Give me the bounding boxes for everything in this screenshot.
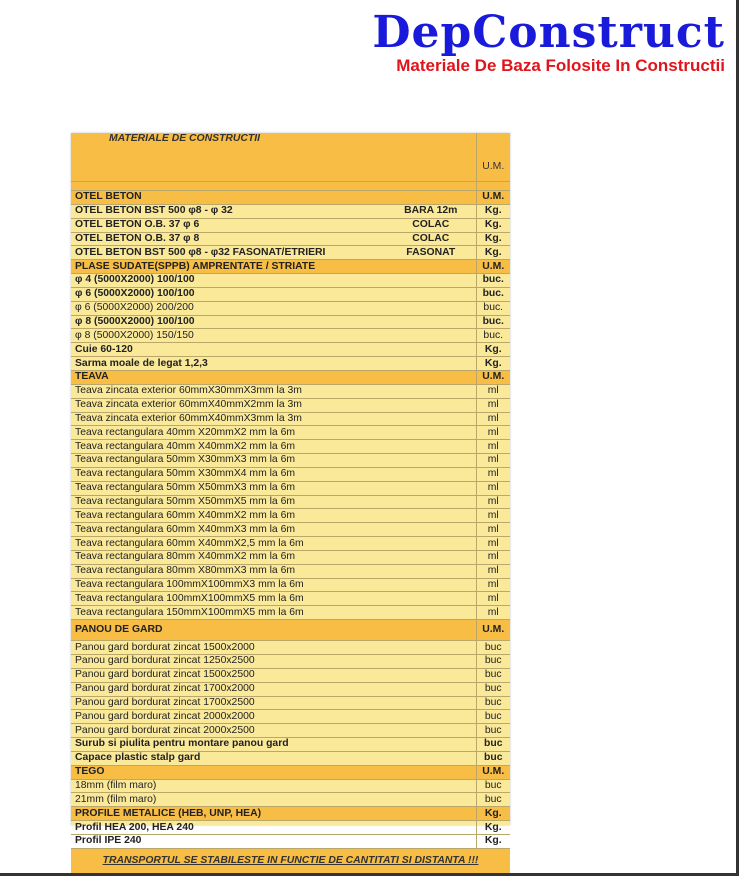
item-detail	[386, 550, 476, 564]
item-detail	[386, 343, 476, 357]
item-um: buc	[476, 696, 510, 710]
item-detail	[386, 682, 476, 696]
table-row	[71, 738, 510, 752]
item-name: Teava rectangulara 50mm X50mmX5 mm la 6m	[71, 495, 386, 509]
item-name: Panou gard bordurat zincat 1500x2500	[71, 668, 386, 682]
item-detail	[386, 738, 476, 752]
item-detail	[386, 668, 476, 682]
table-row	[71, 467, 510, 481]
table-row	[71, 710, 510, 724]
item-um: Kg.	[476, 232, 510, 246]
item-um: ml	[476, 426, 510, 440]
item-um: buc.	[476, 301, 510, 315]
table-row	[71, 343, 510, 357]
item-um: ml	[476, 398, 510, 412]
item-detail	[386, 821, 476, 835]
item-um: buc	[476, 724, 510, 738]
item-um: buc	[476, 710, 510, 724]
section-header: PANOU DE GARD	[71, 620, 476, 641]
item-detail	[386, 655, 476, 669]
table-row	[71, 724, 510, 738]
item-detail	[386, 426, 476, 440]
section-header-row	[71, 807, 510, 821]
item-um: ml	[476, 384, 510, 398]
table-row	[71, 357, 510, 371]
table-row	[71, 440, 510, 454]
item-um: ml	[476, 412, 510, 426]
item-name: OTEL BETON O.B. 37 φ 6	[71, 218, 386, 232]
table-row	[71, 412, 510, 426]
table-row	[71, 232, 510, 246]
item-detail	[386, 315, 476, 329]
table-row	[71, 834, 510, 848]
section-header-row	[71, 191, 510, 205]
table-row	[71, 578, 510, 592]
table-row	[71, 682, 510, 696]
brand-tagline: Materiale De Baza Folosite In Constructii	[396, 56, 725, 75]
table-row	[71, 454, 510, 468]
item-detail	[386, 495, 476, 509]
section-header: PLASE SUDATE(SPPB) AMPRENTATE / STRIATE	[71, 260, 476, 274]
item-um: buc.	[476, 329, 510, 343]
item-name: Teava rectangulara 100mmX100mmX3 mm la 6m	[71, 578, 386, 592]
item-um: ml	[476, 467, 510, 481]
section-header: TEGO	[71, 765, 476, 779]
item-um: Kg.	[476, 834, 510, 848]
item-name: Sarma moale de legat 1,2,3	[71, 357, 386, 371]
item-name: Teava rectangulara 80mm X80mmX3 mm la 6m	[71, 564, 386, 578]
item-um: Kg.	[476, 218, 510, 232]
table-row	[71, 655, 510, 669]
item-um: buc	[476, 738, 510, 752]
item-detail	[386, 696, 476, 710]
item-name: φ 4 (5000X2000) 100/100	[71, 274, 386, 288]
item-name: Teava rectangulara 100mmX100mmX5 mm la 6m	[71, 592, 386, 606]
item-name: Teava rectangulara 60mm X40mmX2 mm la 6m	[71, 509, 386, 523]
section-header-um: Kg.	[476, 807, 510, 821]
item-name: Teava zincata exterior 60mmX30mmX3mm la 3m	[71, 384, 386, 398]
brand-logo	[372, 8, 725, 58]
item-detail	[386, 509, 476, 523]
price-list-sheet	[71, 133, 510, 866]
item-detail	[386, 578, 476, 592]
item-um: Kg.	[476, 246, 510, 260]
item-detail	[386, 440, 476, 454]
item-detail	[386, 834, 476, 848]
table-row	[71, 204, 510, 218]
item-um: ml	[476, 606, 510, 620]
table-row	[71, 426, 510, 440]
table-row	[71, 509, 510, 523]
item-um: ml	[476, 537, 510, 551]
item-um: ml	[476, 592, 510, 606]
table-row	[71, 696, 510, 710]
item-um: ml	[476, 481, 510, 495]
item-detail	[386, 592, 476, 606]
item-um: Kg.	[476, 821, 510, 835]
table-title: MATERIALE DE CONSTRUCTII	[71, 133, 476, 182]
section-header-um: U.M.	[476, 260, 510, 274]
table-row	[71, 668, 510, 682]
table-row	[71, 315, 510, 329]
table-row	[71, 550, 510, 564]
item-um: ml	[476, 509, 510, 523]
item-detail	[386, 384, 476, 398]
item-detail	[386, 454, 476, 468]
section-header-um: U.M.	[476, 191, 510, 205]
item-um: Kg.	[476, 357, 510, 371]
table-row	[71, 329, 510, 343]
item-detail	[386, 751, 476, 765]
item-detail: COLAC	[386, 218, 476, 232]
table-row	[71, 274, 510, 288]
table-row	[71, 218, 510, 232]
item-name: Profil IPE 240	[71, 834, 386, 848]
item-um: buc	[476, 655, 510, 669]
item-name: Capace plastic stalp gard	[71, 751, 386, 765]
item-detail	[386, 412, 476, 426]
item-um: ml	[476, 454, 510, 468]
brand-header	[372, 8, 725, 76]
item-um: ml	[476, 550, 510, 564]
table-row	[71, 821, 510, 835]
materials-table	[71, 133, 510, 873]
item-detail	[386, 398, 476, 412]
table-row	[71, 523, 510, 537]
item-detail: BARA 12m	[386, 204, 476, 218]
item-name: 21mm (film maro)	[71, 793, 386, 807]
item-detail	[386, 481, 476, 495]
item-detail: COLAC	[386, 232, 476, 246]
table-row	[71, 481, 510, 495]
table-row	[71, 246, 510, 260]
item-name: Panou gard bordurat zincat 1700x2500	[71, 696, 386, 710]
item-name: Teava rectangulara 50mm X30mmX3 mm la 6m	[71, 454, 386, 468]
item-name: 18mm (film maro)	[71, 779, 386, 793]
table-row	[71, 398, 510, 412]
item-um: buc	[476, 641, 510, 655]
table-row	[71, 606, 510, 620]
section-header-um: U.M.	[476, 765, 510, 779]
item-detail	[386, 641, 476, 655]
item-um: Kg.	[476, 204, 510, 218]
table-title-um: U.M.	[476, 133, 510, 182]
item-name: Teava rectangulara 80mm X40mmX2 mm la 6m	[71, 550, 386, 564]
transport-note: TRANSPORTUL SE STABILESTE IN FUNCTIE DE CANTITATI SI DISTANTA !!!	[71, 848, 510, 873]
table-row	[71, 384, 510, 398]
section-header: PROFILE METALICE (HEB, UNP, HEA)	[71, 807, 476, 821]
table-row	[71, 537, 510, 551]
table-row	[71, 793, 510, 807]
section-header-um: U.M.	[476, 620, 510, 641]
item-name: Panou gard bordurat zincat 2000x2000	[71, 710, 386, 724]
section-header: TEAVA	[71, 370, 476, 384]
table-row	[71, 779, 510, 793]
item-detail: FASONAT	[386, 246, 476, 260]
item-name: Teava rectangulara 60mm X40mmX2,5 mm la 6m	[71, 537, 386, 551]
item-name: Cuie 60-120	[71, 343, 386, 357]
footer-row	[71, 848, 510, 873]
item-name: Panou gard bordurat zincat 1700x2000	[71, 682, 386, 696]
section-header-row	[71, 260, 510, 274]
item-name: Teava rectangulara 40mm X20mmX2 mm la 6m	[71, 426, 386, 440]
item-um: buc.	[476, 274, 510, 288]
item-detail	[386, 606, 476, 620]
section-header-row	[71, 620, 510, 641]
item-detail	[386, 779, 476, 793]
item-name: Teava rectangulara 40mm X40mmX2 mm la 6m	[71, 440, 386, 454]
table-row	[71, 564, 510, 578]
item-detail	[386, 793, 476, 807]
item-name: Panou gard bordurat zincat 2000x2500	[71, 724, 386, 738]
item-um: buc	[476, 668, 510, 682]
item-detail	[386, 301, 476, 315]
item-name: φ 6 (5000X2000) 100/100	[71, 287, 386, 301]
item-um: buc	[476, 751, 510, 765]
item-detail	[386, 329, 476, 343]
item-name: Profil HEA 200, HEA 240	[71, 821, 386, 835]
item-detail	[386, 523, 476, 537]
table-row	[71, 287, 510, 301]
item-name: Teava rectangulara 50mm X30mmX4 mm la 6m	[71, 467, 386, 481]
item-name: φ 8 (5000X2000) 100/100	[71, 315, 386, 329]
item-name: Teava rectangulara 60mm X40mmX3 mm la 6m	[71, 523, 386, 537]
item-name: Teava zincata exterior 60mmX40mmX2mm la 3m	[71, 398, 386, 412]
item-um: ml	[476, 440, 510, 454]
item-um: ml	[476, 564, 510, 578]
item-detail	[386, 710, 476, 724]
item-um: ml	[476, 578, 510, 592]
section-header-row	[71, 370, 510, 384]
item-um: buc.	[476, 315, 510, 329]
item-name: Panou gard bordurat zincat 1500x2000	[71, 641, 386, 655]
item-detail	[386, 724, 476, 738]
item-name: φ 6 (5000X2000) 200/200	[71, 301, 386, 315]
item-um: ml	[476, 495, 510, 509]
item-detail	[386, 537, 476, 551]
item-name: φ 8 (5000X2000) 150/150	[71, 329, 386, 343]
item-name: OTEL BETON O.B. 37 φ 8	[71, 232, 386, 246]
item-detail	[386, 287, 476, 301]
item-name: Teava rectangulara 150mmX100mmX5 mm la 6m	[71, 606, 386, 620]
item-detail	[386, 564, 476, 578]
item-um: buc	[476, 779, 510, 793]
item-name: Panou gard bordurat zincat 1250x2500	[71, 655, 386, 669]
item-um: buc	[476, 682, 510, 696]
table-row	[71, 641, 510, 655]
section-header: OTEL BETON	[71, 191, 476, 205]
spacer-row	[71, 182, 510, 191]
item-name: OTEL BETON BST 500 φ8 - φ32 FASONAT/ETRIERI	[71, 246, 386, 260]
table-title-row	[71, 133, 510, 182]
item-name: Surub si piulita pentru montare panou gard	[71, 738, 386, 752]
item-name: OTEL BETON BST 500 φ8 - φ 32	[71, 204, 386, 218]
section-header-row	[71, 765, 510, 779]
table-row	[71, 592, 510, 606]
item-detail	[386, 357, 476, 371]
item-um: buc	[476, 793, 510, 807]
item-um: buc.	[476, 287, 510, 301]
item-detail	[386, 467, 476, 481]
item-name: Teava zincata exterior 60mmX40mmX3mm la 3m	[71, 412, 386, 426]
item-um: Kg.	[476, 343, 510, 357]
item-name: Teava rectangulara 50mm X50mmX3 mm la 6m	[71, 481, 386, 495]
table-row	[71, 495, 510, 509]
section-header-um: U.M.	[476, 370, 510, 384]
brand-name: DepConstruct	[372, 7, 725, 58]
table-row	[71, 751, 510, 765]
item-detail	[386, 274, 476, 288]
item-um: ml	[476, 523, 510, 537]
table-row	[71, 301, 510, 315]
